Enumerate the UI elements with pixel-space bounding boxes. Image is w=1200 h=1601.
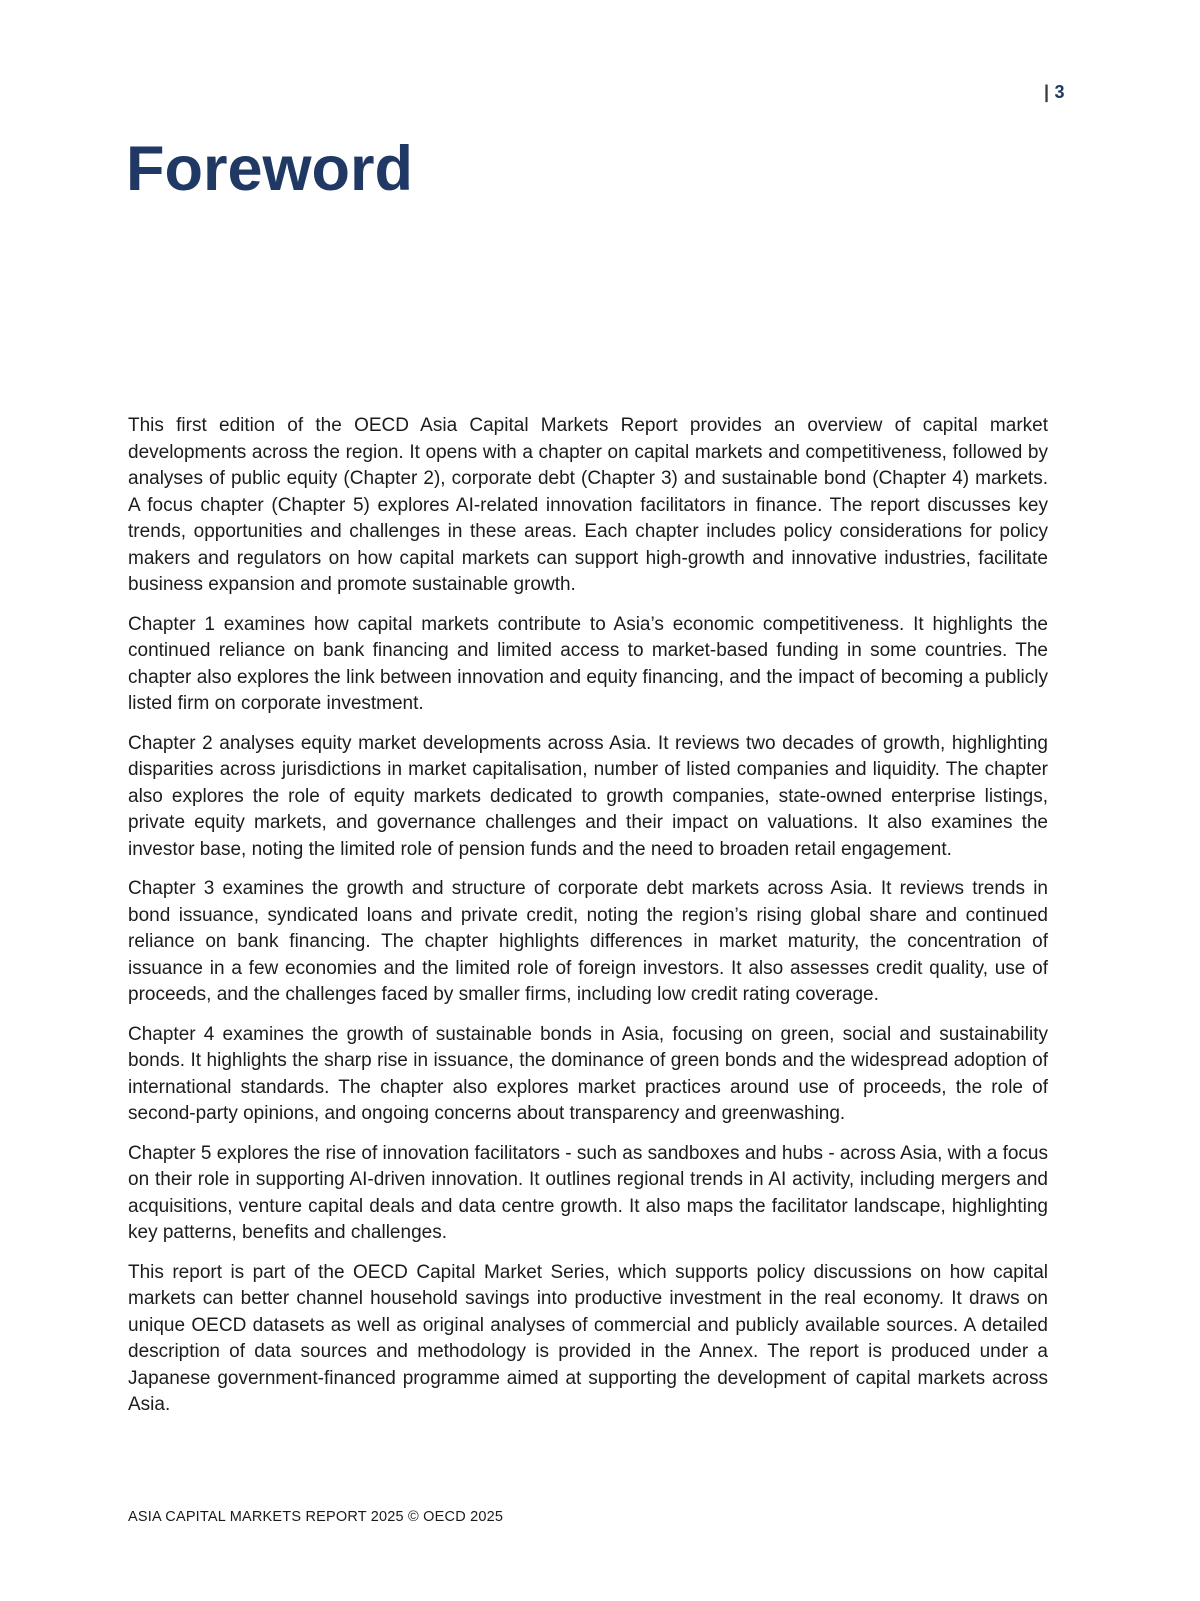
body-paragraph-chapter-1: Chapter 1 examines how capital markets contribute to Asia’s economic competitiveness. It highlights the continued reliance on bank financing and limited access to market-based funding in some countries. The chapter also explores the link between innovation and equity financing, and the impact of becoming a publicly listed firm on corporate investment. [128, 613, 1048, 714]
body-paragraph-series: This report is part of the OECD Capital Market Series, which supports policy discussions on how capital markets can better channel household savings into productive investment in the real economy. It draws on unique OECD datasets as well as original analyses of commercial and publicly available sources. A detailed description of data sources and methodology is provided in the Annex. The report is produced under a Japanese government-financed programme aimed at supporting the development of capital markets across Asia. [128, 1261, 1048, 1415]
body-paragraph-chapter-5: Chapter 5 explores the rise of innovation facilitators - such as sandboxes and hubs - across Asia, with a focus on their role in supporting AI-driven innovation. It outlines regional trends in AI activity, including mergers and acquisitions, venture capital deals and data centre growth. It also maps the facilitator landscape, highlighting key patterns, benefits and challenges. [128, 1142, 1048, 1243]
page-number-value: 3 [1054, 82, 1065, 102]
body-paragraph-chapter-4: Chapter 4 examines the growth of sustainable bonds in Asia, focusing on green, social and sustainability bonds. It highlights the sharp rise in issuance, the dominance of green bonds and the widespread adoption of international standards. The chapter also explores market practices around use of proceeds, the role of second-party opinions, and ongoing concerns about transparency and greenwashing. [128, 1023, 1048, 1124]
page-number-separator: | [1043, 82, 1050, 102]
page-number [1044, 82, 1065, 103]
page-title: Foreword [126, 134, 414, 204]
body-paragraph-intro: This first edition of the OECD Asia Capital Markets Report provides an overview of capital market developments across the region. It opens with a chapter on capital markets and competitiveness, followed by analyses of public equity (Chapter 2), corporate debt (Chapter 3) and sustainable bond (Chapter 4) markets. A focus chapter (Chapter 5) explores AI-related innovation facilitators in finance. The report discusses key trends, opportunities and challenges in these areas. Each chapter includes policy considerations for policy makers and regulators on how capital markets can support high-growth and innovative industries, facilitate business expansion and promote sustainable growth. [128, 415, 1048, 595]
body-paragraph-chapter-2: Chapter 2 analyses equity market developments across Asia. It reviews two decades of growth, highlighting disparities across jurisdictions in market capitalisation, number of listed companies and liquidity. The chapter also explores the role of equity markets dedicated to growth companies, state-owned enterprise listings, private equity markets, and governance challenges and their impact on valuations. It also examines the investor base, noting the limited role of pension funds and the need to broaden retail engagement. [128, 732, 1048, 860]
body-paragraph-chapter-3: Chapter 3 examines the growth and structure of corporate debt markets across Asia. It reviews trends in bond issuance, syndicated loans and private credit, noting the region’s rising global share and continued reliance on bank financing. The chapter highlights differences in market maturity, the concentration of issuance in a few economies and the limited role of foreign investors. It also assesses credit quality, use of proceeds, and the challenges faced by smaller firms, including low credit rating coverage. [128, 878, 1048, 1005]
running-footer: ASIA CAPITAL MARKETS REPORT 2025 © OECD 2025 [128, 1509, 504, 1525]
body-content [128, 413, 1048, 1432]
